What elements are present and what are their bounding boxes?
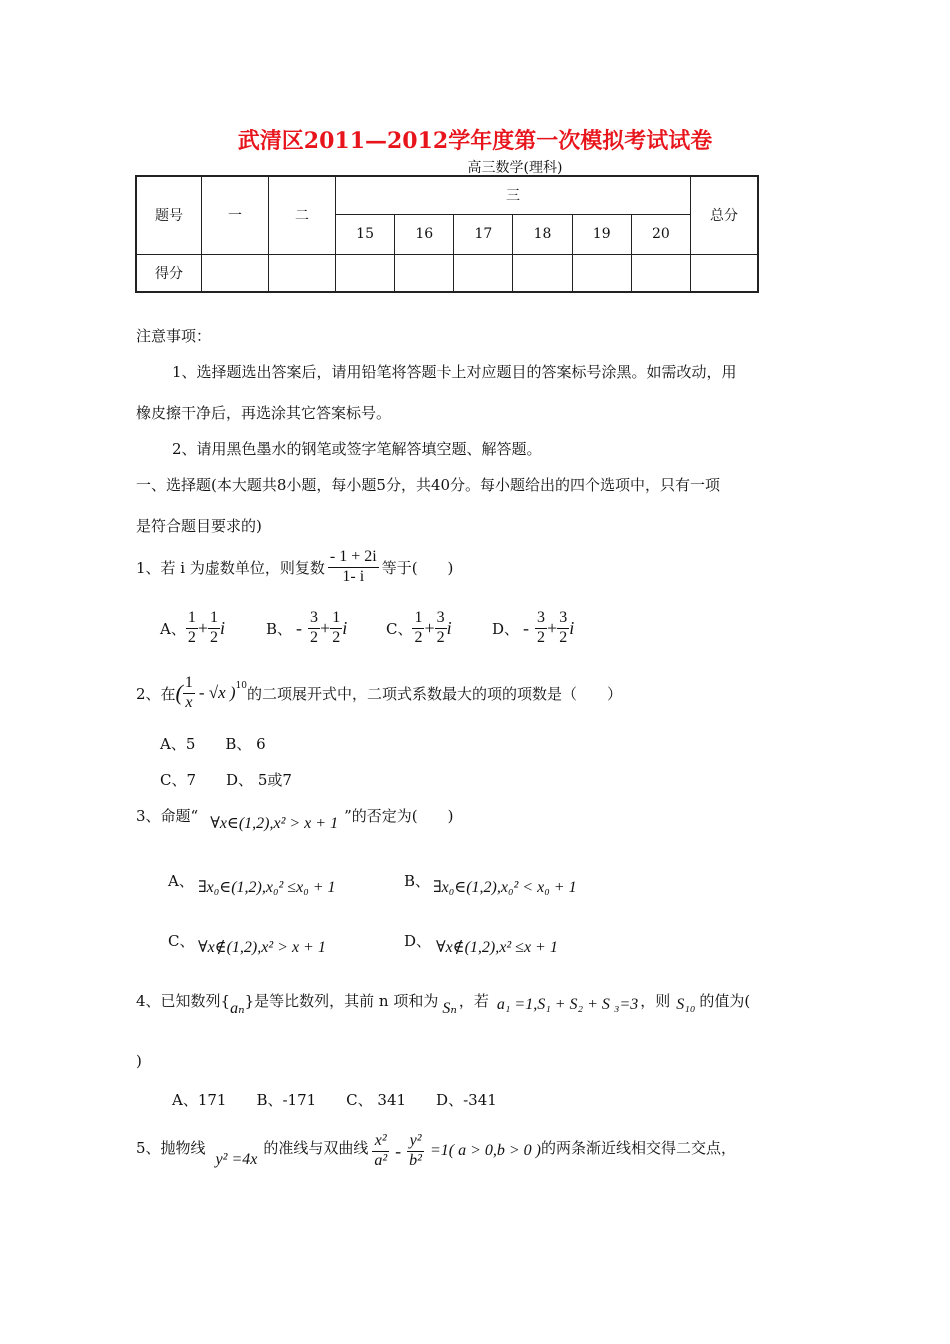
numerator: 1 — [186, 610, 198, 629]
cell-q18: 18 — [513, 214, 572, 254]
score-entry[interactable] — [454, 254, 513, 292]
denominator: 2 — [210, 628, 218, 646]
q1-option-c[interactable] — [386, 610, 452, 647]
cell-section-3: 三 — [336, 176, 691, 214]
q3-option-a-label[interactable]: A、 — [168, 872, 194, 890]
q3-option-a[interactable]: ∃x₀∈(1,2),x₀² ≤x₀ + 1 — [198, 879, 336, 896]
q5-parabola: y² =4x — [215, 1151, 258, 1168]
q2-expression: - √x ) — [198, 683, 236, 703]
q3-option-d-label[interactable]: D、 — [404, 932, 432, 950]
imaginary-unit: i — [220, 617, 226, 638]
operator: + — [320, 617, 331, 638]
q1-option-a[interactable] — [160, 610, 225, 647]
q4-target: S₁₀ — [676, 996, 696, 1013]
denominator: x — [185, 693, 193, 711]
imaginary-unit: i — [446, 617, 452, 638]
sign: - — [296, 617, 303, 638]
cell-total: 总分 — [691, 176, 759, 254]
exam-title: 武清区2011—2012学年度第一次模拟考试试卷 — [237, 128, 713, 154]
score-entry[interactable] — [395, 254, 454, 292]
imaginary-unit: i — [569, 617, 575, 638]
question-4 — [136, 990, 750, 1018]
question-5 — [136, 1132, 737, 1170]
operator: - — [395, 1140, 402, 1161]
q3-proposition: ∀x∈(1,2),x² > x + 1 — [210, 815, 339, 832]
q4-text: ，则 — [640, 992, 671, 1010]
cell-q17: 17 — [454, 214, 513, 254]
q3-option-d[interactable]: ∀x∉(1,2),x² ≤x + 1 — [436, 939, 558, 956]
q3-prefix: 3、命题“ — [136, 807, 199, 825]
q3-option-b[interactable]: ∃x₀∈(1,2),x₀² < x₀ + 1 — [433, 879, 577, 896]
q3-option-c-label[interactable]: C、 — [168, 932, 195, 950]
imaginary-unit: i — [342, 617, 348, 638]
q4-sequence: aₙ — [230, 1000, 245, 1017]
sign: - — [523, 617, 530, 638]
denominator: 2 — [310, 628, 319, 646]
q2-prefix: 2、在 — [136, 684, 176, 703]
question-2 — [136, 675, 622, 712]
score-entry[interactable] — [572, 254, 631, 292]
numerator: 3 — [308, 610, 320, 629]
score-entry[interactable] — [202, 254, 269, 292]
q1-option-b[interactable] — [266, 610, 347, 647]
denominator: 2 — [436, 628, 445, 646]
numerator: x² — [372, 1133, 389, 1152]
fraction — [412, 610, 424, 647]
q4-condition: a₁ =1,S₁ + S₂ + S ₃=3 — [496, 996, 639, 1013]
q3-option-b-label[interactable]: B、 — [404, 872, 431, 890]
fraction — [407, 1133, 424, 1170]
q1-prefix: 1、若 i 为虚数单位，则复数 — [136, 558, 325, 577]
option-label: A、 — [160, 619, 186, 638]
notice-item-1-cont: 橡皮擦干净后，再选涂其它答案标号。 — [136, 404, 392, 422]
numerator: 3 — [557, 610, 569, 629]
q4-prefix: 4、已知数列{ — [136, 992, 231, 1010]
notice-item-2: 2、请用黑色墨水的钢笔或签字笔解答填空题、解答题。 — [172, 440, 542, 458]
numerator: 1 — [412, 610, 424, 629]
denominator: 2 — [559, 628, 568, 646]
q3-option-c[interactable]: ∀x∉(1,2),x² > x + 1 — [198, 939, 326, 956]
score-entry[interactable] — [336, 254, 395, 292]
q4-close-paren: ) — [136, 1052, 142, 1070]
fraction — [535, 610, 547, 647]
numerator: y² — [407, 1133, 424, 1152]
section-1-intro-cont: 是符合题目要求的) — [136, 517, 262, 535]
q3-suffix: ”的否定为( ) — [344, 807, 454, 825]
denominator: 2 — [537, 628, 546, 646]
q2-fraction — [183, 675, 195, 712]
cell-section-1: 一 — [202, 176, 269, 254]
denominator: 2 — [414, 628, 423, 646]
q1-denominator: 1- i — [342, 567, 365, 585]
q5-prefix: 5、抛物线 — [136, 1139, 206, 1157]
q4-sum: Sₙ — [442, 1000, 457, 1017]
option-label: D、 — [492, 619, 520, 638]
fraction — [208, 610, 220, 647]
q2-paren: ( — [175, 680, 183, 706]
notice-item-1: 1、选择题选出答案后，请用铅笔将答题卡上对应题目的答案标号涂黑。如需改动，用 — [172, 363, 737, 381]
q1-suffix: 等于( ) — [381, 558, 454, 577]
score-entry[interactable] — [513, 254, 572, 292]
fraction — [308, 610, 320, 647]
cell-tihao: 题号 — [136, 176, 202, 254]
notice-heading: 注意事项： — [136, 327, 212, 345]
cell-q20: 20 — [631, 214, 690, 254]
q2-options-ab[interactable]: A、5 B、 6 — [160, 735, 266, 753]
q5-equation-tail: =1( a > 0,b > 0 ) — [429, 1142, 541, 1160]
cell-q16: 16 — [395, 214, 454, 254]
numerator: 1 — [183, 675, 195, 694]
q1-option-d[interactable] — [492, 610, 574, 647]
numerator: 3 — [435, 610, 447, 629]
cell-q15: 15 — [336, 214, 395, 254]
operator: + — [197, 617, 208, 638]
q2-suffix: 的二项展开式中，二项式系数最大的项的项数是（ ） — [247, 684, 623, 703]
fraction — [186, 610, 198, 647]
q1-numerator: - 1 + 2i — [328, 549, 379, 568]
cell-score-label: 得分 — [136, 254, 202, 292]
denominator: b² — [409, 1151, 422, 1169]
operator: + — [547, 617, 558, 638]
denominator: a² — [374, 1151, 388, 1169]
option-label: B、 — [266, 619, 293, 638]
denominator: 2 — [332, 628, 341, 646]
q5-text: 的准线与双曲线 — [263, 1139, 369, 1157]
q5-hyperbola — [368, 1133, 541, 1170]
fraction — [557, 610, 569, 647]
score-table — [135, 175, 759, 293]
q2-exponent: 10 — [235, 681, 248, 691]
score-entry[interactable] — [691, 254, 759, 292]
score-entry[interactable] — [631, 254, 690, 292]
q4-suffix: 的值为( — [699, 992, 751, 1010]
cell-q19: 19 — [572, 214, 631, 254]
q4-text: }是等比数列，其前 n 项和为 — [244, 992, 439, 1010]
q1-fraction — [328, 549, 379, 586]
q5-suffix: 的两条渐近线相交得二交点， — [541, 1139, 737, 1157]
denominator: 2 — [187, 628, 196, 646]
exam-subtitle: 高三数学(理科) — [467, 160, 563, 176]
section-1-intro: 一、选择题(本大题共8小题，每小题5分，共40分。每小题给出的四个选项中，只有一项 — [136, 476, 721, 494]
fraction — [372, 1133, 389, 1170]
score-entry[interactable] — [269, 254, 336, 292]
option-label: C、 — [386, 619, 413, 638]
q4-options[interactable]: A、171 B、-171 C、 341 D、-341 — [172, 1091, 497, 1109]
question-1 — [136, 549, 453, 586]
fraction — [330, 610, 342, 647]
cell-section-2: 二 — [269, 176, 336, 254]
numerator: 3 — [535, 610, 547, 629]
operator: + — [424, 617, 435, 638]
numerator: 1 — [330, 610, 342, 629]
fraction — [435, 610, 447, 647]
q4-text: ，若 — [458, 992, 489, 1010]
question-3 — [136, 805, 453, 833]
q2-options-cd[interactable]: C、7 D、 5或7 — [160, 771, 292, 789]
numerator: 1 — [208, 610, 220, 629]
